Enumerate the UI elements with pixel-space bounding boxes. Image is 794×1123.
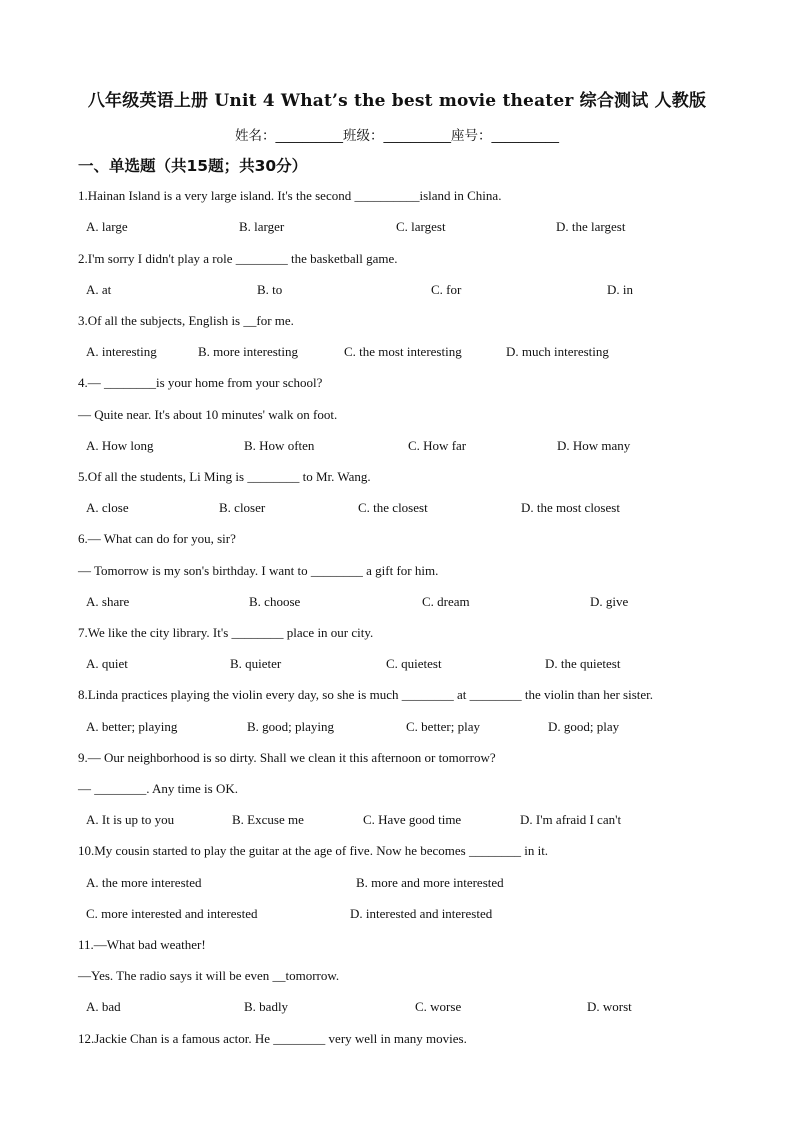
question-6-reply: — Tomorrow is my son's birthday. I want to ________ a gift for him. [78,563,439,578]
question-1-option-c: C. largest [396,219,446,234]
question-1-option-a: A. large [86,219,128,234]
question-5-option-c: C. the closest [358,500,428,515]
question-9-stem: 9.— Our neighborhood is so dirty. Shall we clean it this afternoon or tomorrow? [78,750,496,765]
question-2-option-b: B. to [257,282,283,297]
question-3-option-c: C. the most interesting [344,344,462,359]
question-4-option-b: B. How often [244,438,315,453]
section-heading: 一、单选题（共15题；共30分） [78,157,308,175]
question-3-option-a: A. interesting [86,344,157,359]
question-5-option-a: A. close [86,500,129,515]
question-8-stem: 8.Linda practices playing the violin every day, so she is much ________ at ________ the violin than her sister. [78,687,654,702]
question-2-option-c: C. for [431,282,462,297]
question-12-stem: 12.Jackie Chan is a famous actor. He ________ very well in many movies. [78,1031,467,1046]
question-10-option-a: A. the more interested [86,875,202,890]
question-10-stem: 10.My cousin started to play the guitar at the age of five. Now he becomes ________ in it. [78,843,549,858]
question-8-option-b: B. good; playing [247,719,335,734]
question-3-option-b: B. more interesting [198,344,299,359]
question-11-option-a: A. bad [86,999,121,1014]
question-4-option-c: C. How far [408,438,467,453]
question-9-option-b: B. Excuse me [232,812,304,827]
question-4-option-d: D. How many [557,438,631,453]
question-1-option-b: B. larger [239,219,285,234]
question-6-option-c: C. dream [422,594,470,609]
question-7-option-c: C. quietest [386,656,442,671]
student-info-line: 姓名：__________班级：__________座号：__________ [235,128,559,144]
question-5-stem: 5.Of all the students, Li Ming is ________ to Mr. Wang. [78,469,371,484]
question-11-reply: —Yes. The radio says it will be even __tomorrow. [78,968,340,983]
question-11-stem: 11.—What bad weather! [78,937,206,952]
question-11-option-d: D. worst [587,999,632,1014]
question-7-option-b: B. quieter [230,656,282,671]
question-1-stem: 1.Hainan Island is a very large island. It's the second __________island in China. [78,188,502,203]
question-2-option-d: D. in [607,282,633,297]
question-1-option-d: D. the largest [556,219,626,234]
question-9-option-d: D. I'm afraid I can't [520,812,622,827]
question-6-option-d: D. give [590,594,629,609]
question-8-option-c: C. better; play [406,719,481,734]
question-7-option-d: D. the quietest [545,656,621,671]
question-10-option-d: D. interested and interested [350,906,493,921]
question-4-reply: — Quite near. It's about 10 minutes' walk on foot. [78,407,338,422]
question-4-option-a: A. How long [86,438,154,453]
question-8-option-a: A. better; playing [86,719,178,734]
question-3-option-d: D. much interesting [506,344,609,359]
question-7-stem: 7.We like the city library. It's ________ place in our city. [78,625,374,640]
page-title: 八年级英语上册 Unit 4 What’s the best movie theater 综合测试 人教版 [87,91,707,111]
question-9-reply: — ________. Any time is OK. [78,781,238,796]
question-3-stem: 3.Of all the subjects, English is __for me. [78,313,294,328]
question-11-option-b: B. badly [244,999,289,1014]
question-11-option-c: C. worse [415,999,462,1014]
question-8-option-d: D. good; play [548,719,620,734]
question-9-option-c: C. Have good time [363,812,462,827]
question-4-stem: 4.— ________is your home from your school? [78,375,323,390]
question-10-option-b: B. more and more interested [356,875,504,890]
question-5-option-b: B. closer [219,500,266,515]
question-2-stem: 2.I'm sorry I didn't play a role ________ the basketball game. [78,251,398,266]
question-10-option-c: C. more interested and interested [86,906,258,921]
question-2-option-a: A. at [86,282,112,297]
question-6-option-a: A. share [86,594,130,609]
question-5-option-d: D. the most closest [521,500,620,515]
question-9-option-a: A. It is up to you [86,812,175,827]
question-6-stem: 6.— What can do for you, sir? [78,531,236,546]
question-7-option-a: A. quiet [86,656,128,671]
question-6-option-b: B. choose [249,594,301,609]
